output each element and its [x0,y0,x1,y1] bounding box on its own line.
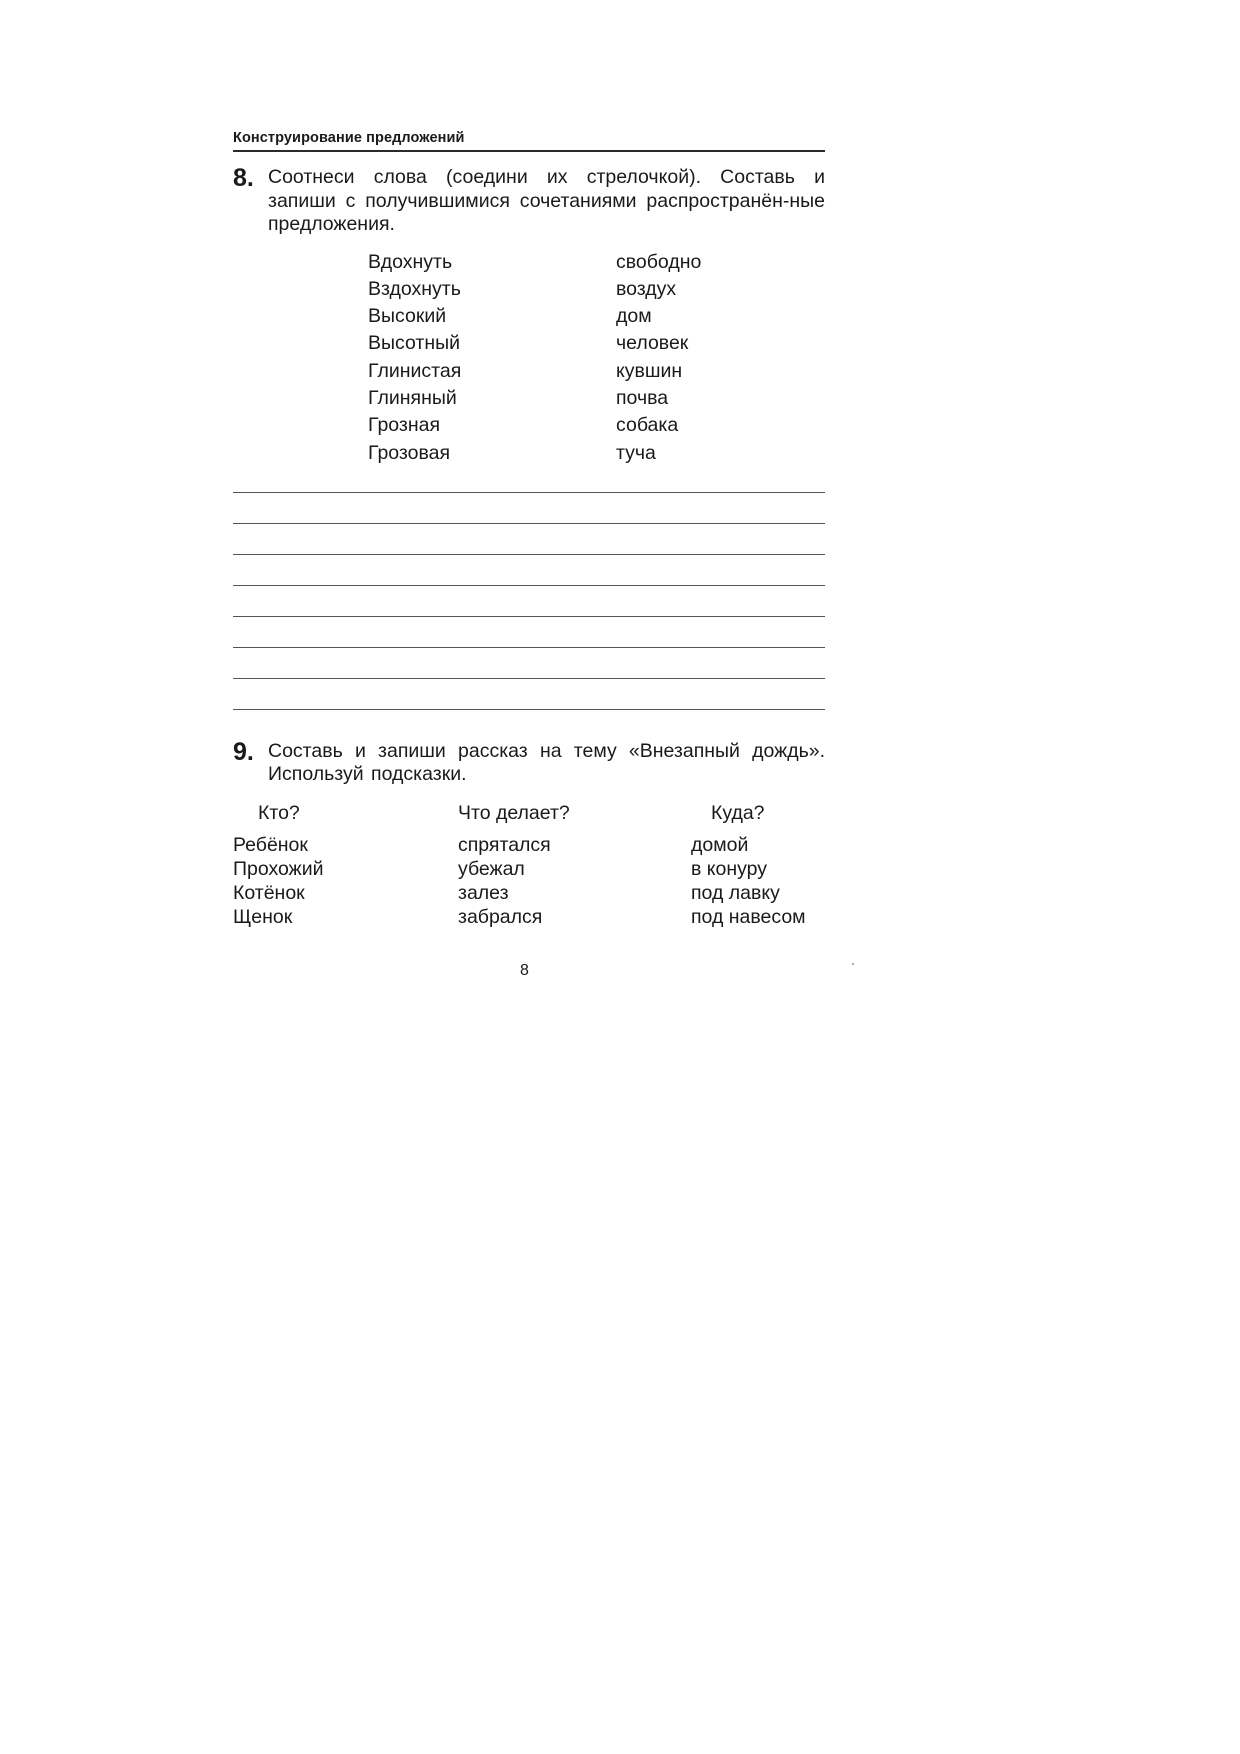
writing-line [233,647,825,648]
hint-item: под навесом [691,905,806,928]
hint-item: Ребёнок [233,833,308,856]
writing-line [233,678,825,679]
hint-item: забрался [458,905,543,928]
hint-column-who [233,801,323,929]
right-word: человек [616,332,689,355]
writing-line [233,492,825,493]
left-word: Грозовая [368,441,451,464]
right-word-column [616,249,701,467]
left-word: Глинистая [368,359,462,382]
task-8 [233,166,825,237]
left-word: Глиняный [368,386,457,409]
hint-item: под лавку [691,881,780,904]
hint-header: Куда? [711,801,765,824]
hint-column-action [458,801,570,929]
hint-item: домой [691,833,749,856]
left-word: Высотный [368,332,461,355]
hint-item: спрятался [458,833,551,856]
hint-header: Что делает? [458,801,570,824]
right-word: воздух [616,277,677,300]
page-number: 8 [520,962,529,979]
hint-item: Котёнок [233,881,305,904]
running-head: Конструирование предложений [233,130,825,152]
worksheet-page [233,130,825,941]
word-matching-pairs [368,249,825,467]
task-8-number: 8. [233,164,254,192]
writing-line [233,709,825,710]
hint-item: Прохожий [233,857,324,880]
task-8-instructions: Соотнеси слова (соедини их стрелочкой). Составь и запиши с получившимися сочетаниями распространён-ные предложения. [268,166,825,235]
task-9-number: 9. [233,737,254,766]
scan-speck [852,963,854,965]
right-word: кувшин [616,359,683,382]
task-9 [233,737,825,787]
hint-item: убежал [458,857,525,880]
right-word: свободно [616,250,702,273]
writing-line [233,585,825,586]
writing-line [233,523,825,524]
hint-item: в конуру [691,857,768,880]
right-word: дом [616,305,652,328]
right-word: собака [616,414,679,437]
left-word: Вздохнуть [368,277,461,300]
left-word: Грозная [368,414,441,437]
right-word: почва [616,386,669,409]
writing-line [233,616,825,617]
hint-item: залез [458,881,509,904]
hint-table [233,801,825,941]
hint-header: Кто? [258,801,300,824]
task-9-instructions: Составь и запиши рассказ на тему «Внезапный дождь». Используй подсказки. [268,739,825,786]
left-word: Высокий [368,305,447,328]
left-word-column [368,249,616,467]
writing-lines [233,492,825,710]
writing-line [233,554,825,555]
hint-item: Щенок [233,905,293,928]
hint-column-where [691,801,806,929]
left-word: Вдохнуть [368,250,453,273]
right-word: туча [616,441,656,464]
